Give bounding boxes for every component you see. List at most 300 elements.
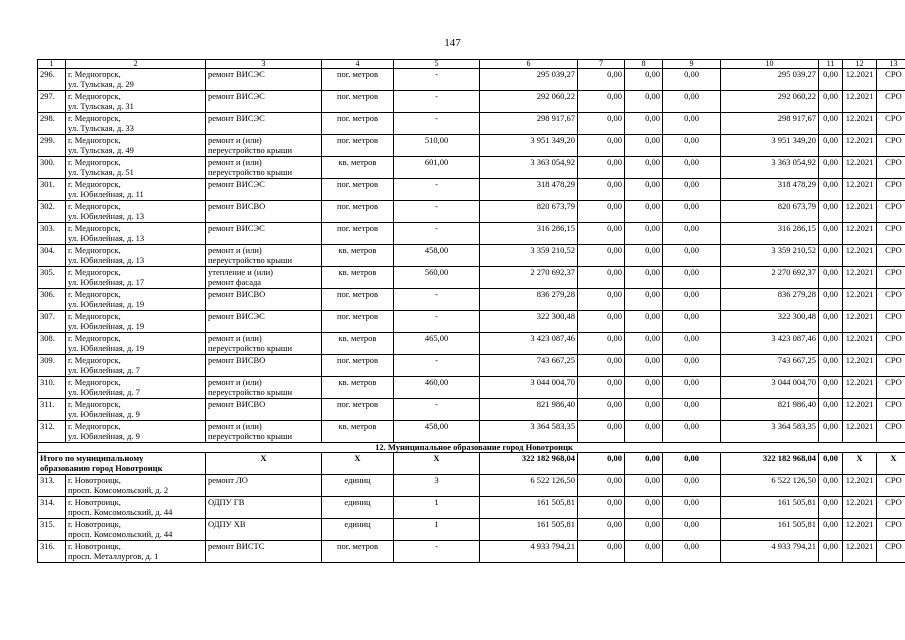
table-row [38, 497, 905, 519]
cost-col8-cell-text: 0,00 [645, 541, 660, 551]
column-number [663, 60, 721, 69]
address-cell-text: ул. Юбилейная, д. 9 [68, 431, 140, 441]
row-number [38, 91, 66, 113]
cost-col9-cell-text: 0,00 [684, 223, 699, 233]
source-cell [877, 289, 905, 311]
cost-col7-cell-text: 0,00 [607, 377, 622, 387]
deadline-cell [843, 289, 877, 311]
cost-col9-cell [663, 113, 721, 135]
cost-col9-cell-text: 0,00 [684, 157, 699, 167]
cost-col7-cell-text: 0,00 [607, 497, 622, 507]
section-title-text: 12. Муниципальное образование город Новотроицк [375, 442, 573, 452]
unit-cell-text: пог. метров [336, 541, 379, 551]
unit-cell [322, 201, 394, 223]
total-cost-cell-text: 295 039,27 [536, 69, 575, 79]
address-cell [66, 355, 206, 377]
cost-col11-cell-text: 0,00 [823, 267, 838, 277]
total-col5-text: X [433, 453, 440, 463]
column-number [322, 60, 394, 69]
table-row [38, 377, 905, 399]
quantity-cell [394, 519, 480, 541]
unit-cell [322, 245, 394, 267]
unit-cell [322, 157, 394, 179]
row-number-text: 302. [40, 201, 55, 211]
source-cell-text: СРО [885, 113, 902, 123]
source-cell [877, 497, 905, 519]
cost-col7-cell-text: 0,00 [607, 223, 622, 233]
source-cell-text: СРО [885, 475, 902, 485]
address-cell-text: ул. Юбилейная, д. 11 [68, 189, 144, 199]
cost-col10-cell-text: 4 933 794,21 [771, 541, 816, 551]
cost-col7-cell [578, 355, 625, 377]
cost-col11-cell [819, 475, 843, 497]
total-col9 [663, 453, 721, 475]
cost-col7-cell [578, 179, 625, 201]
row-number-text: 311. [40, 399, 55, 409]
row-number-text: 296. [40, 69, 55, 79]
unit-cell [322, 135, 394, 157]
row-number [38, 201, 66, 223]
deadline-cell [843, 69, 877, 91]
source-cell [877, 421, 905, 443]
cost-col11-cell [819, 113, 843, 135]
table-row [38, 475, 905, 497]
quantity-cell-text: - [435, 201, 438, 211]
source-cell [877, 475, 905, 497]
cost-col11-cell [819, 135, 843, 157]
quantity-cell-text: - [435, 541, 438, 551]
row-number [38, 245, 66, 267]
row-number [38, 519, 66, 541]
cost-col9-cell [663, 135, 721, 157]
work-type-cell-text: переустройство крыши [208, 167, 293, 177]
address-cell-text: г. Медногорск, [68, 267, 121, 277]
unit-cell-text: кв. метров [338, 421, 377, 431]
address-cell-text: ул. Юбилейная, д. 9 [68, 409, 140, 419]
work-type-cell-text: ремонт ВИСВО [208, 289, 266, 299]
column-number [480, 60, 578, 69]
total-cost-cell [480, 333, 578, 355]
cost-col11-cell-text: 0,00 [823, 91, 838, 101]
cost-col11-cell [819, 245, 843, 267]
cost-col11-cell [819, 267, 843, 289]
address-cell-text: г. Медногорск, [68, 135, 121, 145]
deadline-cell [843, 541, 877, 563]
cost-col9-cell [663, 541, 721, 563]
work-type-cell [206, 333, 322, 355]
total-cost-cell-text: 820 673,79 [536, 201, 575, 211]
row-number-text: 299. [40, 135, 55, 145]
cost-col10-cell-text: 161 505,81 [777, 497, 816, 507]
total-cost-cell [480, 69, 578, 91]
cost-col9-cell-text: 0,00 [684, 289, 699, 299]
cost-col7-cell [578, 421, 625, 443]
column-number [38, 60, 66, 69]
table-row [38, 289, 905, 311]
cost-col11-cell-text: 0,00 [823, 541, 838, 551]
total-cost-cell [480, 541, 578, 563]
source-cell-text: СРО [885, 399, 902, 409]
row-number [38, 223, 66, 245]
address-cell-text: просп. Комсомольский, д. 2 [68, 485, 169, 495]
deadline-cell-text: 12.2021 [845, 333, 874, 343]
cost-col9-cell-text: 0,00 [684, 113, 699, 123]
cost-col11-cell [819, 157, 843, 179]
deadline-cell-text: 12.2021 [845, 519, 874, 529]
address-cell [66, 497, 206, 519]
column-number [843, 60, 877, 69]
cost-col9-cell-text: 0,00 [684, 179, 699, 189]
source-cell [877, 179, 905, 201]
work-type-cell [206, 179, 322, 201]
cost-col8-cell-text: 0,00 [645, 333, 660, 343]
cost-col8-cell-text: 0,00 [645, 157, 660, 167]
address-cell-text: г. Медногорск, [68, 245, 121, 255]
cost-col8-cell-text: 0,00 [645, 377, 660, 387]
cost-col7-cell [578, 91, 625, 113]
work-type-cell-text: ремонт и (или) [208, 421, 262, 431]
work-type-cell [206, 113, 322, 135]
row-number [38, 157, 66, 179]
total-cost-cell-text: 3 363 054,92 [530, 157, 575, 167]
cost-col10-cell [721, 541, 819, 563]
cost-col10-cell-text: 820 673,79 [777, 201, 816, 211]
cost-col10-cell [721, 113, 819, 135]
deadline-cell-text: 12.2021 [845, 113, 874, 123]
total-col9-text: 0,00 [684, 453, 699, 463]
column-number [625, 60, 663, 69]
column-number-text: 9 [689, 59, 694, 68]
deadline-cell [843, 245, 877, 267]
total-col13 [877, 453, 905, 475]
total-cost-cell [480, 421, 578, 443]
quantity-cell [394, 223, 480, 245]
cost-col10-cell [721, 399, 819, 421]
total-col12 [843, 453, 877, 475]
unit-cell [322, 399, 394, 421]
unit-cell-text: кв. метров [338, 333, 377, 343]
cost-col11-cell [819, 91, 843, 113]
cost-col10-cell [721, 311, 819, 333]
work-type-cell [206, 245, 322, 267]
cost-col10-cell [721, 333, 819, 355]
total-cost-cell-text: 3 364 583,35 [530, 421, 575, 431]
cost-col10-cell-text: 298 917,67 [777, 113, 816, 123]
address-cell [66, 377, 206, 399]
total-cost-cell [480, 311, 578, 333]
cost-col9-cell [663, 91, 721, 113]
municipality-total-row [38, 453, 905, 475]
table-row [38, 355, 905, 377]
cost-col8-cell [625, 377, 663, 399]
cost-col7-cell [578, 289, 625, 311]
row-number [38, 421, 66, 443]
work-type-cell-text: переустройство крыши [208, 387, 293, 397]
address-cell-text: г. Медногорск, [68, 69, 121, 79]
cost-col8-cell [625, 91, 663, 113]
source-cell-text: СРО [885, 333, 902, 343]
row-number-text: 315. [40, 519, 55, 529]
deadline-cell [843, 157, 877, 179]
cost-col10-cell-text: 821 986,40 [777, 399, 816, 409]
cost-col8-cell [625, 157, 663, 179]
cost-col10-cell-text: 3 044 004,70 [771, 377, 816, 387]
cost-col11-cell-text: 0,00 [823, 69, 838, 79]
address-cell [66, 421, 206, 443]
cost-col10-cell-text: 322 300,48 [777, 311, 816, 321]
work-type-cell [206, 497, 322, 519]
column-number [721, 60, 819, 69]
cost-col8-cell [625, 497, 663, 519]
cost-col8-cell [625, 355, 663, 377]
quantity-cell-text: - [435, 289, 438, 299]
cost-col9-cell-text: 0,00 [684, 267, 699, 277]
cost-col9-cell [663, 223, 721, 245]
work-type-cell [206, 421, 322, 443]
work-type-cell-text: ремонт и (или) [208, 377, 262, 387]
deadline-cell [843, 475, 877, 497]
cost-col11-cell [819, 399, 843, 421]
unit-cell-text: единиц [344, 519, 371, 529]
total-label-text: образованию город Новотроицк [40, 463, 163, 473]
unit-cell [322, 91, 394, 113]
unit-cell-text: пог. метров [336, 201, 379, 211]
unit-cell [322, 421, 394, 443]
unit-cell [322, 377, 394, 399]
cost-col10-cell [721, 377, 819, 399]
address-cell-text: ул. Тульская, д. 33 [68, 123, 134, 133]
row-number [38, 179, 66, 201]
cost-col11-cell [819, 289, 843, 311]
total-label [38, 453, 206, 475]
work-type-cell [206, 289, 322, 311]
table-row [38, 245, 905, 267]
total-col5 [394, 453, 480, 475]
cost-col10-cell-text: 292 060,22 [777, 91, 816, 101]
cost-col11-cell-text: 0,00 [823, 377, 838, 387]
unit-cell-text: пог. метров [336, 69, 379, 79]
cost-col8-cell-text: 0,00 [645, 91, 660, 101]
cost-col9-cell-text: 0,00 [684, 399, 699, 409]
cost-col10-cell [721, 245, 819, 267]
cost-col7-cell [578, 475, 625, 497]
cost-col10-cell [721, 267, 819, 289]
quantity-cell [394, 333, 480, 355]
work-type-cell [206, 399, 322, 421]
cost-col9-cell-text: 0,00 [684, 201, 699, 211]
total-col7-text: 0,00 [607, 453, 622, 463]
total-cost-cell-text: 836 279,28 [536, 289, 575, 299]
row-number-text: 306. [40, 289, 55, 299]
address-cell-text: просп. Комсомольский, д. 44 [68, 529, 173, 539]
work-type-cell [206, 519, 322, 541]
table-row [38, 223, 905, 245]
row-number-text: 308. [40, 333, 55, 343]
section-title [38, 443, 905, 453]
cost-col11-cell [819, 311, 843, 333]
address-cell [66, 289, 206, 311]
quantity-cell [394, 135, 480, 157]
cost-col11-cell [819, 69, 843, 91]
total-col3-text: X [260, 453, 267, 463]
unit-cell [322, 311, 394, 333]
cost-col10-cell-text: 2 270 692,37 [771, 267, 816, 277]
column-number-text: 11 [826, 59, 835, 68]
quantity-cell-text: 458,00 [424, 245, 449, 255]
total-col4 [322, 453, 394, 475]
unit-cell [322, 497, 394, 519]
total-cost-cell [480, 91, 578, 113]
total-cost-cell [480, 223, 578, 245]
work-type-cell [206, 69, 322, 91]
unit-cell-text: единиц [344, 497, 371, 507]
total-cost-cell-text: 3 359 210,52 [530, 245, 575, 255]
cost-col9-cell-text: 0,00 [684, 541, 699, 551]
column-number [394, 60, 480, 69]
cost-col7-cell-text: 0,00 [607, 157, 622, 167]
column-number-row [38, 60, 905, 69]
cost-col7-cell-text: 0,00 [607, 475, 622, 485]
total-col10 [721, 453, 819, 475]
total-col12-text: X [856, 453, 863, 463]
cost-col11-cell [819, 541, 843, 563]
quantity-cell [394, 245, 480, 267]
row-number [38, 399, 66, 421]
cost-col7-cell [578, 519, 625, 541]
total-cost-cell [480, 179, 578, 201]
deadline-cell [843, 201, 877, 223]
unit-cell [322, 519, 394, 541]
quantity-cell [394, 355, 480, 377]
cost-col8-cell [625, 541, 663, 563]
cost-col9-cell [663, 311, 721, 333]
cost-col9-cell-text: 0,00 [684, 245, 699, 255]
column-number [819, 60, 843, 69]
page-number: 147 [444, 37, 461, 49]
cost-col9-cell [663, 289, 721, 311]
cost-col11-cell-text: 0,00 [823, 113, 838, 123]
source-cell [877, 399, 905, 421]
work-type-cell-text: ремонт и (или) [208, 135, 262, 145]
total-cost-cell [480, 399, 578, 421]
source-cell [877, 541, 905, 563]
row-number [38, 289, 66, 311]
row-number-text: 307. [40, 311, 55, 321]
address-cell [66, 519, 206, 541]
column-number [877, 60, 905, 69]
cost-col8-cell-text: 0,00 [645, 311, 660, 321]
address-cell [66, 179, 206, 201]
unit-cell-text: пог. метров [336, 135, 379, 145]
cost-col11-cell [819, 519, 843, 541]
quantity-cell [394, 69, 480, 91]
cost-col7-cell [578, 113, 625, 135]
deadline-cell-text: 12.2021 [845, 201, 874, 211]
cost-col11-cell-text: 0,00 [823, 135, 838, 145]
cost-col7-cell [578, 377, 625, 399]
deadline-cell [843, 333, 877, 355]
unit-cell [322, 475, 394, 497]
source-cell [877, 311, 905, 333]
total-cost-cell [480, 377, 578, 399]
cost-col10-cell-text: 295 039,27 [777, 69, 816, 79]
cost-col9-cell-text: 0,00 [684, 135, 699, 145]
work-type-cell [206, 223, 322, 245]
quantity-cell-text: - [435, 223, 438, 233]
row-number-text: 297. [40, 91, 55, 101]
address-cell-text: ул. Юбилейная, д. 19 [68, 343, 145, 353]
unit-cell-text: пог. метров [336, 355, 379, 365]
work-type-cell [206, 157, 322, 179]
quantity-cell [394, 113, 480, 135]
source-cell-text: СРО [885, 179, 902, 189]
source-cell-text: СРО [885, 267, 902, 277]
table-row [38, 113, 905, 135]
column-number-text: 10 [765, 59, 774, 68]
cost-col8-cell-text: 0,00 [645, 399, 660, 409]
quantity-cell-text: 1 [434, 497, 439, 507]
deadline-cell [843, 311, 877, 333]
address-cell-text: ул. Тульская, д. 29 [68, 79, 134, 89]
address-cell-text: ул. Юбилейная, д. 19 [68, 299, 145, 309]
work-type-cell [206, 377, 322, 399]
work-type-cell-text: ОДПУ ХВ [208, 519, 246, 529]
total-cost-cell [480, 519, 578, 541]
unit-cell-text: пог. метров [336, 289, 379, 299]
total-cost-cell-text: 6 522 126,50 [530, 475, 575, 485]
source-cell-text: СРО [885, 541, 902, 551]
source-cell-text: СРО [885, 311, 902, 321]
total-cost-cell-text: 4 933 794,21 [530, 541, 575, 551]
total-col4-text: X [354, 453, 361, 463]
total-label-text: Итого по муниципальному [40, 453, 144, 463]
cost-col10-cell-text: 3 364 583,35 [771, 421, 816, 431]
table-row [38, 541, 905, 563]
cost-col11-cell [819, 223, 843, 245]
total-cost-cell [480, 113, 578, 135]
column-number-text: 3 [261, 59, 266, 68]
work-type-cell-text: ремонт ВИСЭС [208, 223, 265, 233]
unit-cell [322, 267, 394, 289]
column-number-text: 13 [889, 59, 898, 68]
row-number-text: 314. [40, 497, 55, 507]
cost-col10-cell [721, 519, 819, 541]
column-number-text: 1 [49, 59, 54, 68]
quantity-cell-text: - [435, 69, 438, 79]
cost-col10-cell [721, 421, 819, 443]
cost-col10-cell [721, 475, 819, 497]
total-cost-cell-text: 3 423 087,46 [530, 333, 575, 343]
cost-col9-cell-text: 0,00 [684, 91, 699, 101]
quantity-cell [394, 289, 480, 311]
deadline-cell [843, 399, 877, 421]
work-type-cell [206, 475, 322, 497]
total-cost-cell [480, 267, 578, 289]
cost-col10-cell [721, 179, 819, 201]
column-number-text: 4 [355, 59, 360, 68]
total-col7 [578, 453, 625, 475]
cost-col11-cell [819, 377, 843, 399]
cost-col8-cell [625, 399, 663, 421]
cost-col11-cell-text: 0,00 [823, 355, 838, 365]
total-cost-cell-text: 2 270 692,37 [530, 267, 575, 277]
cost-col8-cell [625, 113, 663, 135]
unit-cell-text: пог. метров [336, 223, 379, 233]
row-number [38, 475, 66, 497]
cost-col7-cell-text: 0,00 [607, 201, 622, 211]
cost-col7-cell [578, 245, 625, 267]
total-cost-cell-text: 3 044 004,70 [530, 377, 575, 387]
